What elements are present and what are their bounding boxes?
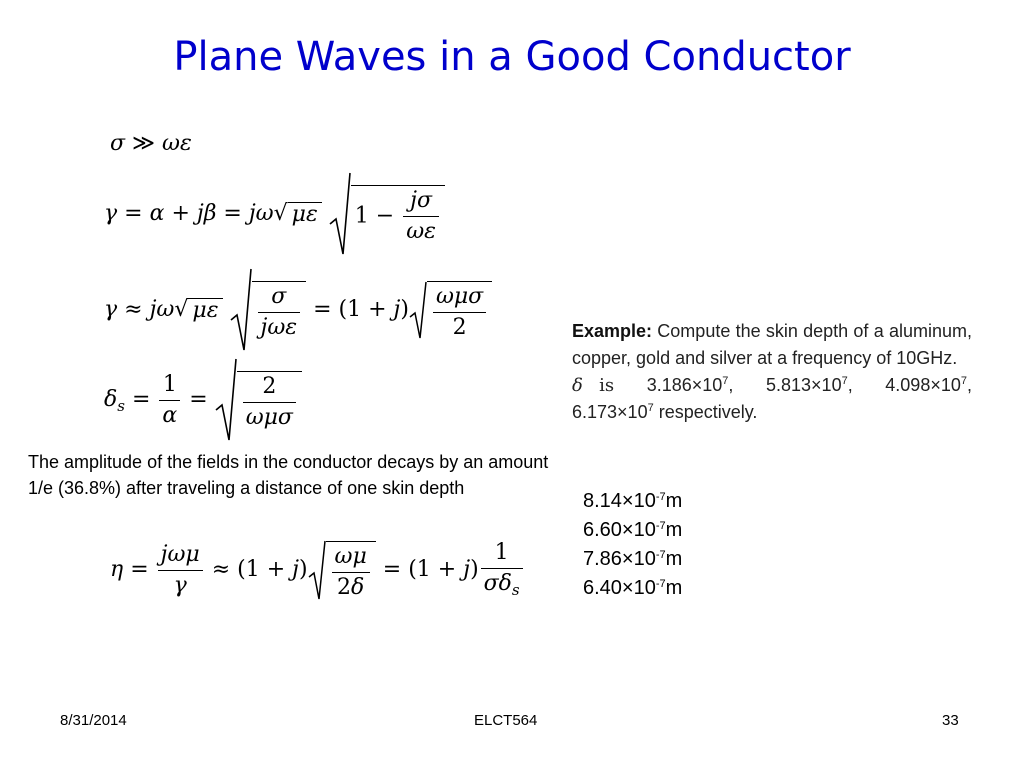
conductivity-gold: $4.098\times 10^7$ bbox=[885, 375, 967, 395]
result-aluminum: $8.14\times 10^{-7}m$ bbox=[583, 490, 683, 512]
footer-page-number: 33 bbox=[942, 712, 959, 729]
footer-course: ELCT564 bbox=[474, 712, 538, 729]
conductivity-silver: $6.173\times 10^7$ bbox=[572, 402, 654, 422]
conductivity-copper: $5.813\times 10^7$ bbox=[766, 375, 848, 395]
equation-intrinsic-impedance: η = $\frac{\text{jωμ}}{\gamma}$ ≈ (1 + j) $\frac{\omega\mu}{2\delta}$ = (1 + j) $\frac{1}{\sigma\delta_s}$ bbox=[110, 540, 525, 600]
equation-good-conductor-condition: σ ≫ ωε bbox=[110, 131, 192, 156]
example-tail: respectively. bbox=[658, 402, 758, 422]
result-silver: $6.40\times 10^{-7}m$ bbox=[583, 577, 683, 599]
result-gold: $7.86\times 10^{-7}m$ bbox=[583, 548, 683, 570]
conductivity-aluminum: $3.186\times 10^7$ bbox=[646, 375, 729, 395]
equation-propagation-approx: γ ≈ jω√ με $\frac{\sigma}{\text{jωε}}$ = (1 + j) $\frac{\text{ωμσ}}{2}$ bbox=[104, 268, 492, 352]
footer-date: 8/31/2014 bbox=[60, 712, 127, 729]
skin-depth-results bbox=[583, 487, 682, 603]
is-word: is bbox=[599, 375, 615, 396]
example-text: Example: Compute the skin depth of a aluminum, copper, gold and silver at a frequency of 10GHz. δ is $3.186\times 10^7$, $5.813\times 10^7$, $4.098\times 10^7$, $6.173\times 10^7$ respectively. bbox=[572, 321, 972, 422]
example-description: Compute the skin depth of a aluminum, copper, gold and silver at a frequency of 10GHz. bbox=[572, 321, 972, 368]
example-label: Example: bbox=[572, 321, 653, 341]
equation-propagation-constant: γ = α + jβ = jω√ με 1 − $\frac{j\sigma}{\omega\varepsilon}$ bbox=[104, 172, 445, 256]
slide-title: Plane Waves in a Good Conductor bbox=[173, 34, 851, 80]
result-copper: $6.60\times 10^{-7}m$ bbox=[583, 519, 683, 541]
delta-symbol: δ bbox=[572, 375, 583, 396]
equation-skin-depth: $\delta_s$ = $\frac{1}{\alpha}$ = $\frac{2}{\text{ωμσ}}$ bbox=[104, 358, 302, 442]
skin-depth-note: The amplitude of the fields in the conductor decays by an amount 1/e (36.8%) after traveling a distance of one skin depth bbox=[28, 452, 549, 498]
